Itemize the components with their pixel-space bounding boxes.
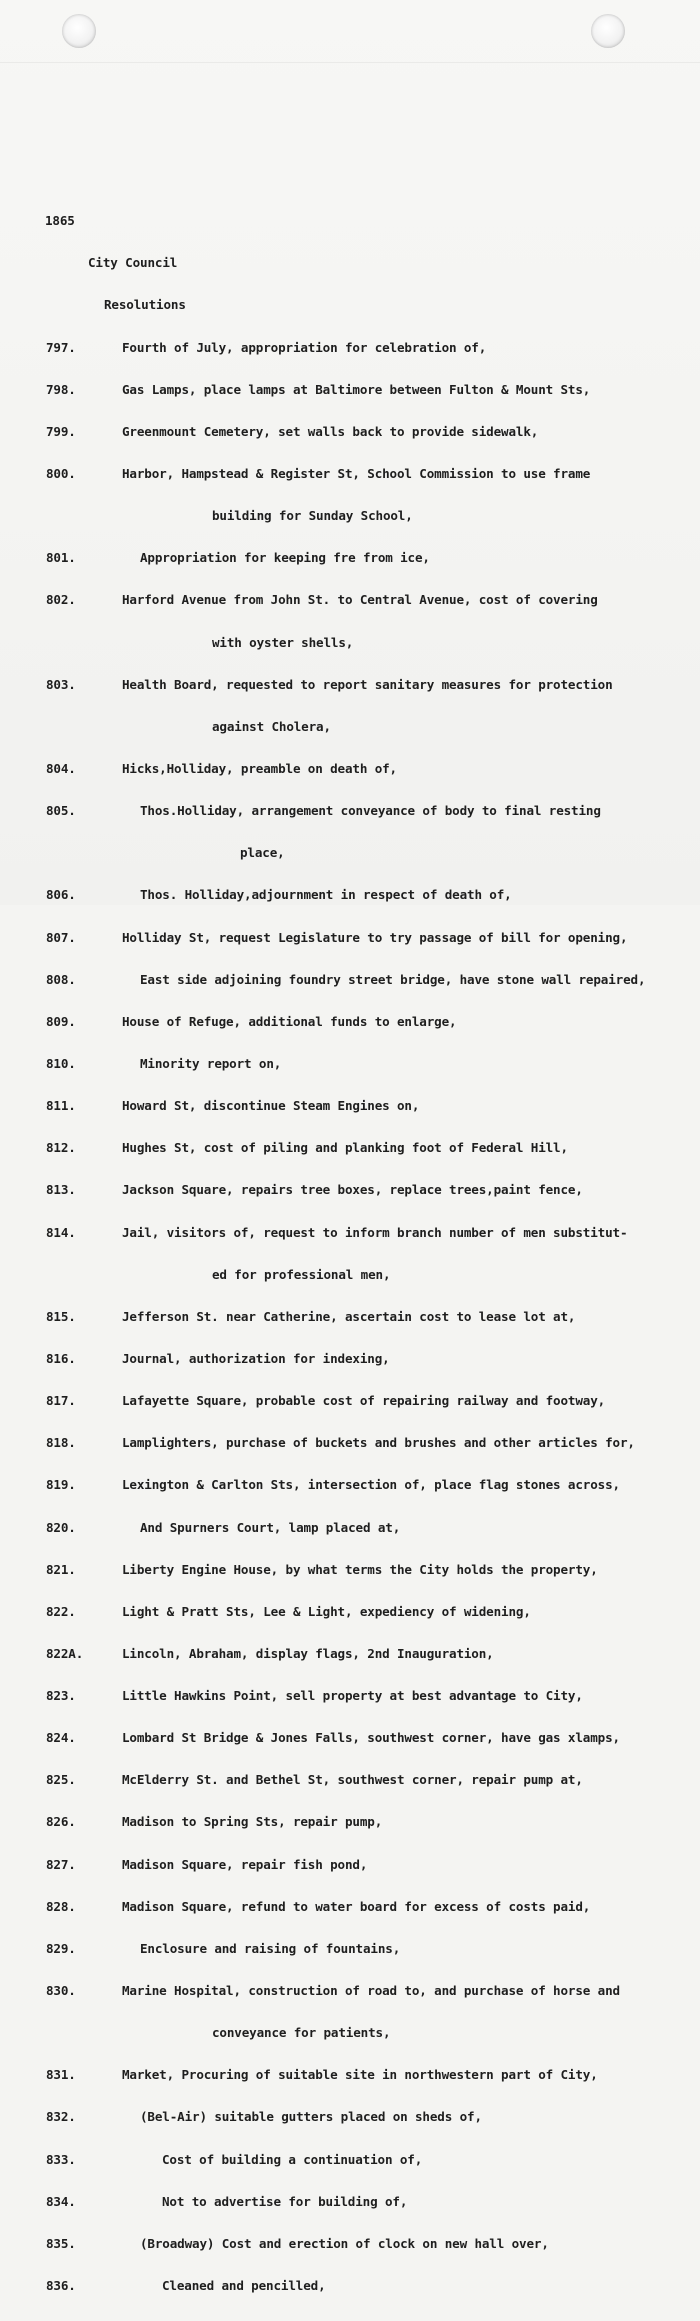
entry-number: 822A. [46, 1645, 84, 1661]
entry-line [0, 2237, 700, 2251]
year-heading: 1865 [45, 213, 75, 229]
entry-continuation [0, 636, 700, 650]
header-section-line [0, 242, 700, 271]
entry-continuation [0, 2026, 700, 2040]
entry-text: conveyance for patients, [212, 2025, 391, 2041]
entry-line [0, 931, 700, 945]
entry-line [0, 1942, 700, 1956]
entry-number: 812. [46, 1140, 76, 1156]
entry-text: McElderry St. and Bethel St, southwest corner, repair pump at, [122, 1772, 583, 1788]
entry-text: East side adjoining foundry street bridge, have stone wall repaired, [140, 971, 646, 987]
entry-text: Cleaned and pencilled, [162, 2278, 326, 2294]
entry-number: 821. [46, 1561, 76, 1577]
entry-line [0, 1352, 700, 1366]
entry-number: 819. [46, 1477, 76, 1493]
header-subsection-line [0, 284, 700, 313]
entry-text: Jail, visitors of, request to inform branch number of men substitut- [122, 1224, 628, 1240]
entry-number: 827. [46, 1856, 76, 1872]
entry-text: Light & Pratt Sts, Lee & Light, expediency of widening, [122, 1603, 531, 1619]
entry-line [0, 762, 700, 776]
section-heading: City Council [88, 255, 178, 271]
entry-text: Howard St, discontinue Steam Engines on, [122, 1098, 420, 1114]
entry-text: Harford Avenue from John St. to Central Avenue, cost of covering [122, 592, 598, 608]
entry-number: 830. [46, 1983, 76, 1999]
entry-number: 816. [46, 1350, 76, 1366]
index-text [0, 172, 700, 2321]
entry-line [0, 1310, 700, 1324]
entry-text: Jackson Square, repairs tree boxes, replace trees,paint fence, [122, 1182, 583, 1198]
entry-number: 823. [46, 1688, 76, 1704]
entry-line [0, 2153, 700, 2167]
entry-line [0, 2195, 700, 2209]
entry-line [0, 1099, 700, 1113]
entry-number: 808. [46, 971, 76, 987]
entry-number: 833. [46, 2151, 76, 2167]
entry-line [0, 383, 700, 397]
entry-line [0, 1226, 700, 1240]
entry-number: 832. [46, 2109, 76, 2125]
entry-line [0, 551, 700, 565]
entry-number: 811. [46, 1098, 76, 1114]
entry-text: Thos. Holliday,adjournment in respect of death of, [140, 887, 512, 903]
entry-number: 836. [46, 2278, 76, 2294]
entry-text: (Broadway) Cost and erection of clock on new hall over, [140, 2235, 549, 2251]
entry-number: 813. [46, 1182, 76, 1198]
entry-text: Thos.Holliday, arrangement conveyance of body to final resting [140, 803, 601, 819]
entry-text: (Bel-Air) suitable gutters placed on sheds of, [140, 2109, 482, 2125]
entry-text: Health Board, requested to report sanitary measures for protection [122, 676, 613, 692]
entry-continuation [0, 720, 700, 734]
entry-line [0, 1478, 700, 1492]
entry-continuation [0, 846, 700, 860]
entry-text: Lombard St Bridge & Jones Falls, southwest corner, have gas xlamps, [122, 1730, 620, 1746]
entry-text: Appropriation for keeping fre from ice, [140, 550, 430, 566]
entry-line [0, 1605, 700, 1619]
entry-number: 817. [46, 1393, 76, 1409]
entry-line [0, 2110, 700, 2124]
entry-number: 805. [46, 803, 76, 819]
entry-number: 825. [46, 1772, 76, 1788]
entry-text: place, [240, 845, 285, 861]
entry-continuation [0, 509, 700, 523]
entry-line [0, 1563, 700, 1577]
entry-number: 822. [46, 1603, 76, 1619]
entry-number: 798. [46, 381, 76, 397]
entry-line [0, 888, 700, 902]
entry-number: 802. [46, 592, 76, 608]
entry-number: 806. [46, 887, 76, 903]
entry-line [0, 467, 700, 481]
entry-line [0, 2068, 700, 2082]
entry-text: Market, Procuring of suitable site in northwestern part of City, [122, 2067, 598, 2083]
entry-line [0, 1900, 700, 1914]
entry-line [0, 593, 700, 607]
entry-text: ed for professional men, [212, 1266, 391, 1282]
entry-number: 801. [46, 550, 76, 566]
entry-line [0, 1057, 700, 1071]
entry-text: Lexington & Carlton Sts, intersection of, place flag stones across, [122, 1477, 620, 1493]
entry-text: Not to advertise for building of, [162, 2193, 408, 2209]
entry-text: Madison to Spring Sts, repair pump, [122, 1814, 383, 1830]
entry-number: 831. [46, 2067, 76, 2083]
entry-text: Journal, authorization for indexing, [122, 1350, 390, 1366]
subsection-heading: Resolutions [104, 297, 186, 313]
entry-line [0, 973, 700, 987]
entry-text: with oyster shells, [212, 634, 354, 650]
entry-line [0, 1015, 700, 1029]
entry-number: 810. [46, 1055, 76, 1071]
entry-number: 803. [46, 676, 76, 692]
entry-number: 834. [46, 2193, 76, 2209]
entry-number: 814. [46, 1224, 76, 1240]
entry-line [0, 678, 700, 692]
entry-line [0, 1521, 700, 1535]
entry-line [0, 804, 700, 818]
entry-text: Enclosure and raising of fountains, [140, 1940, 401, 1956]
entry-number: 799. [46, 423, 76, 439]
entry-text: And Spurners Court, lamp placed at, [140, 1519, 401, 1535]
entry-text: Gas Lamps, place lamps at Baltimore between Fulton & Mount Sts, [122, 381, 591, 397]
entry-text: Jefferson St. near Catherine, ascertain cost to lease lot at, [122, 1308, 576, 1324]
entry-number: 826. [46, 1814, 76, 1830]
punch-hole-right [591, 14, 625, 48]
header-year-line [0, 200, 700, 229]
entry-text: Minority report on, [140, 1055, 282, 1071]
entry-text: building for Sunday School, [212, 508, 413, 524]
entry-text: Greenmount Cemetery, set walls back to provide sidewalk, [122, 423, 539, 439]
entry-number: 820. [46, 1519, 76, 1535]
entry-line [0, 2279, 700, 2293]
entry-number: 828. [46, 1898, 76, 1914]
punch-hole-left [62, 14, 96, 48]
entry-text: against Cholera, [212, 718, 331, 734]
entry-text: Madison Square, refund to water board for excess of costs paid, [122, 1898, 591, 1914]
entry-number: 815. [46, 1308, 76, 1324]
entry-text: Hughes St, cost of piling and planking foot of Federal Hill, [122, 1140, 568, 1156]
entry-text: Lincoln, Abraham, display flags, 2nd Inauguration, [122, 1645, 494, 1661]
entry-line [0, 1815, 700, 1829]
entry-number: 797. [46, 339, 76, 355]
entry-line [0, 1436, 700, 1450]
entry-line [0, 1731, 700, 1745]
entry-number: 809. [46, 1013, 76, 1029]
entry-line [0, 1858, 700, 1872]
entry-text: Fourth of July, appropriation for celebration of, [122, 339, 487, 355]
entry-text: Lafayette Square, probable cost of repairing railway and footway, [122, 1393, 606, 1409]
entry-line [0, 1984, 700, 1998]
entry-text: House of Refuge, additional funds to enlarge, [122, 1013, 457, 1029]
entry-line [0, 1689, 700, 1703]
entry-text: Liberty Engine House, by what terms the City holds the property, [122, 1561, 598, 1577]
entry-number: 800. [46, 465, 76, 481]
entry-number: 818. [46, 1435, 76, 1451]
entry-text: Madison Square, repair fish pond, [122, 1856, 368, 1872]
entry-number: 804. [46, 760, 76, 776]
entry-continuation [0, 1268, 700, 1282]
entry-text: Hicks,Holliday, preamble on death of, [122, 760, 397, 776]
entry-text: Holliday St, request Legislature to try passage of bill for opening, [122, 929, 628, 945]
entry-text: Little Hawkins Point, sell property at best advantage to City, [122, 1688, 583, 1704]
entry-line [0, 1773, 700, 1787]
entry-line [0, 425, 700, 439]
entry-line [0, 1394, 700, 1408]
entry-line [0, 1647, 700, 1661]
entry-text: Lamplighters, purchase of buckets and brushes and other articles for, [122, 1435, 635, 1451]
entry-text: Cost of building a continuation of, [162, 2151, 423, 2167]
entry-number: 835. [46, 2235, 76, 2251]
entry-text: Marine Hospital, construction of road to, and purchase of horse and [122, 1983, 620, 1999]
entry-number: 807. [46, 929, 76, 945]
entry-text: Harbor, Hampstead & Register St, School Commission to use frame [122, 465, 591, 481]
entry-number: 824. [46, 1730, 76, 1746]
entry-number: 829. [46, 1940, 76, 1956]
entry-line [0, 1183, 700, 1197]
entry-line [0, 1141, 700, 1155]
entry-line [0, 341, 700, 355]
